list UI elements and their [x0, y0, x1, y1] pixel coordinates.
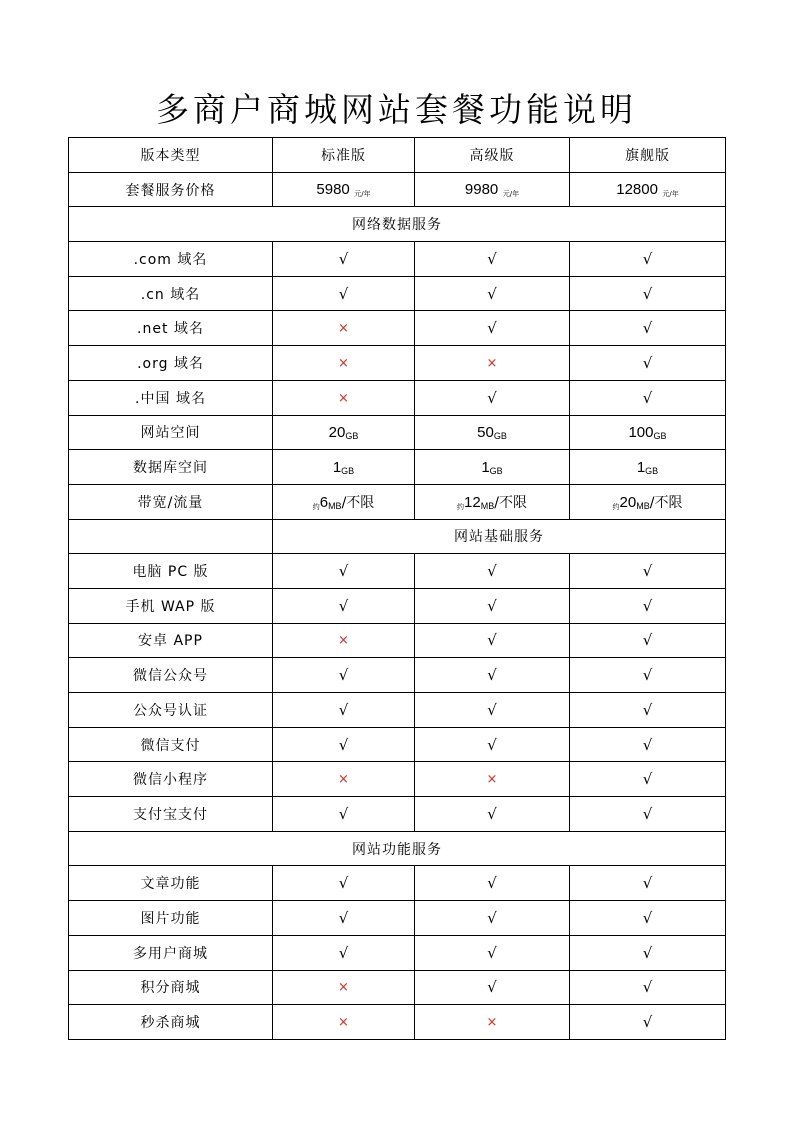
- header-advanced: 高级版: [415, 138, 570, 173]
- check-mark-icon: √: [338, 666, 349, 685]
- price-value: 9980: [464, 181, 499, 199]
- feature-advanced: [415, 346, 570, 381]
- feature-standard: [273, 970, 415, 1005]
- feature-standard: [273, 901, 415, 936]
- section-empty-cell: [69, 519, 273, 554]
- section-title: 网站基础服务: [273, 519, 726, 554]
- price-row: [69, 172, 726, 207]
- feature-label: 公众号认证: [69, 693, 273, 728]
- check-mark-icon: √: [338, 596, 349, 615]
- feature-label: 安卓 APP: [69, 623, 273, 658]
- feature-row: [69, 1005, 726, 1040]
- price-unit: 元/年: [502, 190, 520, 199]
- database-value: 1: [332, 458, 342, 476]
- check-mark-icon: √: [338, 943, 349, 962]
- feature-row: [69, 588, 726, 623]
- bandwidth-label: 带宽/流量: [69, 484, 273, 519]
- database-flagship: [570, 450, 726, 485]
- feature-standard: [273, 935, 415, 970]
- feature-advanced: [415, 901, 570, 936]
- feature-row: [69, 658, 726, 693]
- feature-advanced: [415, 276, 570, 311]
- feature-advanced: [415, 727, 570, 762]
- feature-flagship: [570, 1005, 726, 1040]
- feature-flagship: [570, 380, 726, 415]
- bandwidth-unit: MB: [636, 500, 650, 511]
- check-mark-icon: √: [338, 874, 349, 893]
- feature-label: 积分商城: [69, 970, 273, 1005]
- check-mark-icon: √: [642, 562, 653, 581]
- check-mark-icon: √: [338, 804, 349, 823]
- section-row-basic: [69, 519, 726, 554]
- check-mark-icon: √: [338, 700, 349, 719]
- database-value: 1: [481, 458, 490, 476]
- check-mark-icon: √: [642, 249, 653, 268]
- cross-mark-icon: ×: [486, 1015, 498, 1031]
- feature-label: 微信小程序: [69, 762, 273, 797]
- feature-label: .中国 域名: [69, 380, 273, 415]
- cross-mark-icon: ×: [338, 1015, 349, 1031]
- feature-label: 微信公众号: [69, 658, 273, 693]
- feature-standard: [273, 242, 415, 277]
- feature-advanced: [415, 380, 570, 415]
- section-row-function: [69, 831, 726, 866]
- section-title: 网络数据服务: [69, 207, 726, 242]
- feature-advanced: [415, 554, 570, 589]
- bandwidth-about: 约: [612, 502, 620, 511]
- check-mark-icon: √: [487, 735, 497, 754]
- feature-standard: [273, 311, 415, 346]
- feature-label: 支付宝支付: [69, 797, 273, 832]
- database-standard: [273, 450, 415, 485]
- database-unit: GB: [341, 465, 355, 476]
- check-mark-icon: √: [642, 874, 653, 893]
- space-unit: GB: [493, 430, 507, 441]
- feature-row: [69, 797, 726, 832]
- check-mark-icon: √: [338, 249, 349, 268]
- feature-label: 图片功能: [69, 901, 273, 936]
- cross-mark-icon: ×: [338, 633, 349, 649]
- space-value: 50: [477, 423, 494, 441]
- price-label: 套餐服务价格: [69, 172, 273, 207]
- feature-flagship: [570, 693, 726, 728]
- feature-row: [69, 901, 726, 936]
- feature-standard: [273, 346, 415, 381]
- feature-flagship: [570, 276, 726, 311]
- feature-standard: [273, 588, 415, 623]
- database-unit: GB: [645, 465, 659, 476]
- header-flagship: 旗舰版: [570, 138, 726, 173]
- header-row: [69, 138, 726, 173]
- feature-flagship: [570, 866, 726, 901]
- feature-label: 秒杀商城: [69, 1005, 273, 1040]
- check-mark-icon: √: [642, 700, 653, 719]
- bandwidth-advanced: [415, 484, 570, 519]
- feature-flagship: [570, 901, 726, 936]
- feature-label: .com 域名: [69, 242, 273, 277]
- feature-flagship: [570, 554, 726, 589]
- check-mark-icon: √: [487, 804, 497, 823]
- feature-standard: [273, 693, 415, 728]
- bandwidth-about: 约: [457, 502, 465, 511]
- feature-row: [69, 380, 726, 415]
- feature-row: [69, 762, 726, 797]
- price-value: 5980: [316, 181, 350, 199]
- page-title: 多商户商城网站套餐功能说明: [156, 90, 637, 129]
- space-value: 100: [628, 423, 654, 441]
- feature-label: .cn 域名: [69, 276, 273, 311]
- feature-label: .org 域名: [69, 346, 273, 381]
- check-mark-icon: √: [642, 1013, 653, 1032]
- feature-flagship: [570, 797, 726, 832]
- space-flagship: [570, 415, 726, 450]
- check-mark-icon: √: [487, 874, 497, 893]
- feature-row: [69, 693, 726, 728]
- cross-mark-icon: ×: [486, 772, 498, 788]
- bandwidth-about: 约: [312, 502, 320, 511]
- space-value: 20: [328, 423, 346, 441]
- bandwidth-value: 20: [619, 493, 637, 511]
- check-mark-icon: √: [487, 631, 497, 650]
- feature-flagship: [570, 970, 726, 1005]
- cross-mark-icon: ×: [338, 321, 349, 337]
- price-standard: [273, 172, 415, 207]
- check-mark-icon: √: [487, 284, 497, 303]
- cross-mark-icon: ×: [486, 355, 498, 371]
- feature-advanced: [415, 1005, 570, 1040]
- check-mark-icon: √: [642, 770, 653, 789]
- database-label: 数据库空间: [69, 450, 273, 485]
- feature-standard: [273, 380, 415, 415]
- feature-row: [69, 311, 726, 346]
- check-mark-icon: √: [642, 735, 653, 754]
- feature-advanced: [415, 797, 570, 832]
- feature-label: 多用户商城: [69, 935, 273, 970]
- cross-mark-icon: ×: [338, 355, 349, 371]
- check-mark-icon: √: [642, 631, 653, 650]
- bandwidth-value: 6: [319, 493, 329, 511]
- database-advanced: [415, 450, 570, 485]
- check-mark-icon: √: [487, 978, 497, 997]
- feature-row: [69, 276, 726, 311]
- check-mark-icon: √: [338, 284, 349, 303]
- feature-row: [69, 242, 726, 277]
- database-row: [69, 450, 726, 485]
- cross-mark-icon: ×: [338, 772, 349, 788]
- check-mark-icon: √: [642, 284, 653, 303]
- cross-mark-icon: ×: [338, 390, 349, 406]
- check-mark-icon: √: [487, 388, 497, 407]
- feature-row: [69, 727, 726, 762]
- check-mark-icon: √: [487, 908, 497, 927]
- feature-row: [69, 970, 726, 1005]
- check-mark-icon: √: [487, 700, 497, 719]
- bandwidth-row: [69, 484, 726, 519]
- space-row: [69, 415, 726, 450]
- price-unit: 元/年: [354, 190, 371, 199]
- check-mark-icon: √: [338, 908, 349, 927]
- header-type-label: 版本类型: [69, 138, 273, 173]
- feature-label: .net 域名: [69, 311, 273, 346]
- space-unit: GB: [345, 430, 359, 441]
- check-mark-icon: √: [642, 908, 653, 927]
- feature-standard: [273, 658, 415, 693]
- feature-flagship: [570, 623, 726, 658]
- check-mark-icon: √: [487, 666, 497, 685]
- space-advanced: [415, 415, 570, 450]
- bandwidth-unlimited: /不限: [341, 494, 375, 511]
- bandwidth-value: 12: [464, 493, 481, 511]
- feature-advanced: [415, 935, 570, 970]
- feature-row: [69, 623, 726, 658]
- check-mark-icon: √: [487, 249, 497, 268]
- feature-flagship: [570, 311, 726, 346]
- feature-label: 手机 WAP 版: [69, 588, 273, 623]
- feature-standard: [273, 866, 415, 901]
- bandwidth-unit: MB: [328, 500, 342, 511]
- check-mark-icon: √: [487, 596, 497, 615]
- check-mark-icon: √: [487, 319, 497, 338]
- feature-flagship: [570, 762, 726, 797]
- feature-row: [69, 935, 726, 970]
- bandwidth-unlimited: /不限: [494, 494, 527, 511]
- space-standard: [273, 415, 415, 450]
- feature-standard: [273, 623, 415, 658]
- feature-row: [69, 866, 726, 901]
- price-advanced: [415, 172, 570, 207]
- feature-advanced: [415, 693, 570, 728]
- feature-advanced: [415, 866, 570, 901]
- package-table-body: [69, 138, 726, 1040]
- check-mark-icon: √: [642, 596, 653, 615]
- space-label: 网站空间: [69, 415, 273, 450]
- feature-flagship: [570, 242, 726, 277]
- check-mark-icon: √: [642, 319, 653, 338]
- feature-standard: [273, 554, 415, 589]
- feature-flagship: [570, 588, 726, 623]
- feature-advanced: [415, 588, 570, 623]
- bandwidth-unit: MB: [480, 500, 495, 511]
- feature-standard: [273, 276, 415, 311]
- section-title: 网站功能服务: [69, 831, 726, 866]
- check-mark-icon: √: [338, 562, 349, 581]
- feature-flagship: [570, 727, 726, 762]
- check-mark-icon: √: [642, 943, 653, 962]
- feature-row: [69, 554, 726, 589]
- feature-advanced: [415, 311, 570, 346]
- check-mark-icon: √: [642, 804, 653, 823]
- feature-row: [69, 346, 726, 381]
- feature-standard: [273, 1005, 415, 1040]
- database-unit: GB: [489, 465, 503, 476]
- feature-advanced: [415, 762, 570, 797]
- bandwidth-flagship: [570, 484, 726, 519]
- feature-standard: [273, 727, 415, 762]
- feature-label: 文章功能: [69, 866, 273, 901]
- check-mark-icon: √: [338, 735, 349, 754]
- feature-flagship: [570, 935, 726, 970]
- feature-label: 电脑 PC 版: [69, 554, 273, 589]
- price-unit: 元/年: [662, 190, 679, 199]
- check-mark-icon: √: [642, 353, 653, 372]
- feature-advanced: [415, 658, 570, 693]
- check-mark-icon: √: [487, 562, 497, 581]
- check-mark-icon: √: [642, 388, 653, 407]
- feature-flagship: [570, 346, 726, 381]
- check-mark-icon: √: [487, 943, 497, 962]
- package-table: [68, 137, 726, 1040]
- feature-standard: [273, 762, 415, 797]
- section-row-network: [69, 207, 726, 242]
- header-standard: 标准版: [273, 138, 415, 173]
- space-unit: GB: [653, 430, 667, 441]
- price-flagship: [570, 172, 726, 207]
- database-value: 1: [636, 458, 646, 476]
- feature-flagship: [570, 658, 726, 693]
- feature-advanced: [415, 623, 570, 658]
- feature-label: 微信支付: [69, 727, 273, 762]
- check-mark-icon: √: [642, 978, 653, 997]
- cross-mark-icon: ×: [338, 980, 349, 996]
- feature-advanced: [415, 970, 570, 1005]
- check-mark-icon: √: [642, 666, 653, 685]
- bandwidth-unlimited: /不限: [649, 494, 683, 511]
- bandwidth-standard: [273, 484, 415, 519]
- feature-advanced: [415, 242, 570, 277]
- feature-standard: [273, 797, 415, 832]
- price-value: 12800: [616, 181, 658, 199]
